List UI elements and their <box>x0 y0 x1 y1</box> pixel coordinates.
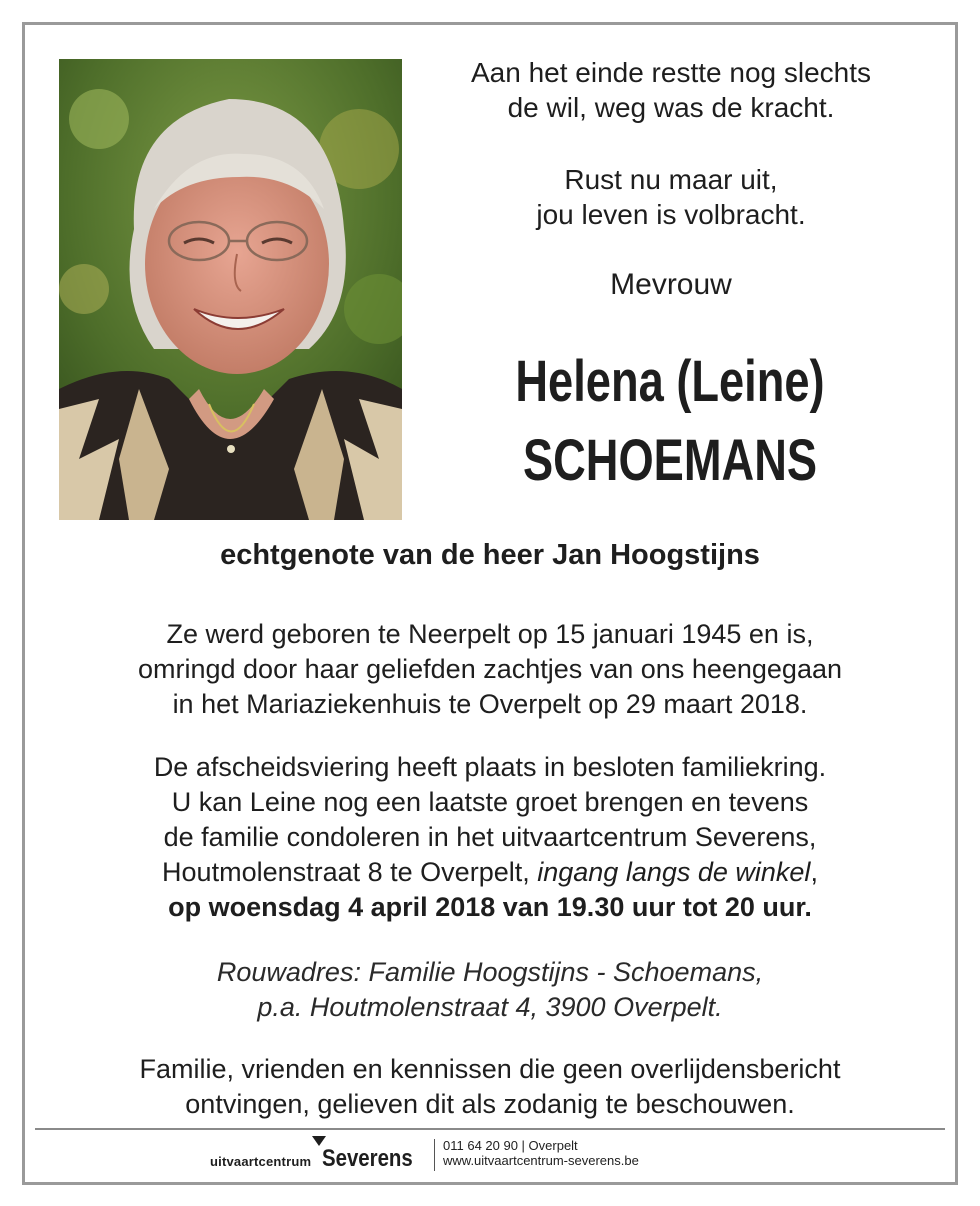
poem-stanza-1 <box>430 55 912 125</box>
birth-death-text <box>40 617 940 722</box>
text-line: U kan Leine nog een laatste groet brengen en tevens <box>171 787 809 817</box>
ceremony-text <box>40 750 940 925</box>
poem-line: de wil, weg was de kracht. <box>507 92 835 123</box>
text-line: de familie condoleren in het uitvaartcentrum Severens, <box>163 822 817 852</box>
text-line: Ze werd geboren te Neerpelt op 15 januari 1945 en is, <box>166 619 814 649</box>
notice-text <box>40 1052 940 1122</box>
deceased-last-name: SCHOEMANS <box>522 428 818 493</box>
spouse-line: echtgenote van de heer Jan Hoogstijns <box>220 539 760 571</box>
poem-stanza-2 <box>430 162 912 232</box>
text-line: p.a. Houtmolenstraat 4, 3900 Overpelt. <box>257 992 723 1022</box>
text-line: ontvingen, gelieven dit als zodanig te beschouwen. <box>185 1089 795 1119</box>
funeral-home-footer <box>0 1133 980 1178</box>
text-line: De afscheidsviering heeft plaats in besloten familiekring. <box>153 752 827 782</box>
footer-divider <box>35 1128 945 1130</box>
poem-line: Rust nu maar uit, <box>564 164 778 195</box>
address-prefix: Houtmolenstraat 8 te Overpelt, <box>162 857 538 887</box>
text-line: omringd door haar geliefden zachtjes van ons heengegaan <box>137 654 842 684</box>
footer-contact <box>443 1138 639 1168</box>
address-line <box>40 855 940 890</box>
address-suffix: , <box>810 857 818 887</box>
address-entrance-note: ingang langs de winkel <box>537 857 811 887</box>
text-line: in het Mariaziekenhuis te Overpelt op 29 maart 2018. <box>172 689 808 719</box>
honorific: Mevrouw <box>610 268 732 301</box>
mourning-address <box>40 955 940 1025</box>
footer-separator <box>434 1139 435 1171</box>
poem-line: Aan het einde restte nog slechts <box>470 57 872 88</box>
footer-phone: 011 64 20 90 | Overpelt <box>443 1138 578 1153</box>
ceremony-date: op woensdag 4 april 2018 van 19.30 uur tot 20 uur. <box>168 892 812 922</box>
footer-website[interactable]: www.uitvaartcentrum-severens.be <box>443 1153 639 1168</box>
footer-prefix: uitvaartcentrum <box>210 1154 312 1169</box>
text-line: Familie, vrienden en kennissen die geen overlijdensbericht <box>139 1054 841 1084</box>
deceased-first-name: Helena (Leine) <box>515 349 825 414</box>
poem-line: jou leven is volbracht. <box>536 199 806 230</box>
footer-brand: Severens <box>322 1145 413 1172</box>
text-line: Rouwadres: Familie Hoogstijns - Schoemans, <box>216 957 764 987</box>
portrait-photo <box>59 59 402 520</box>
